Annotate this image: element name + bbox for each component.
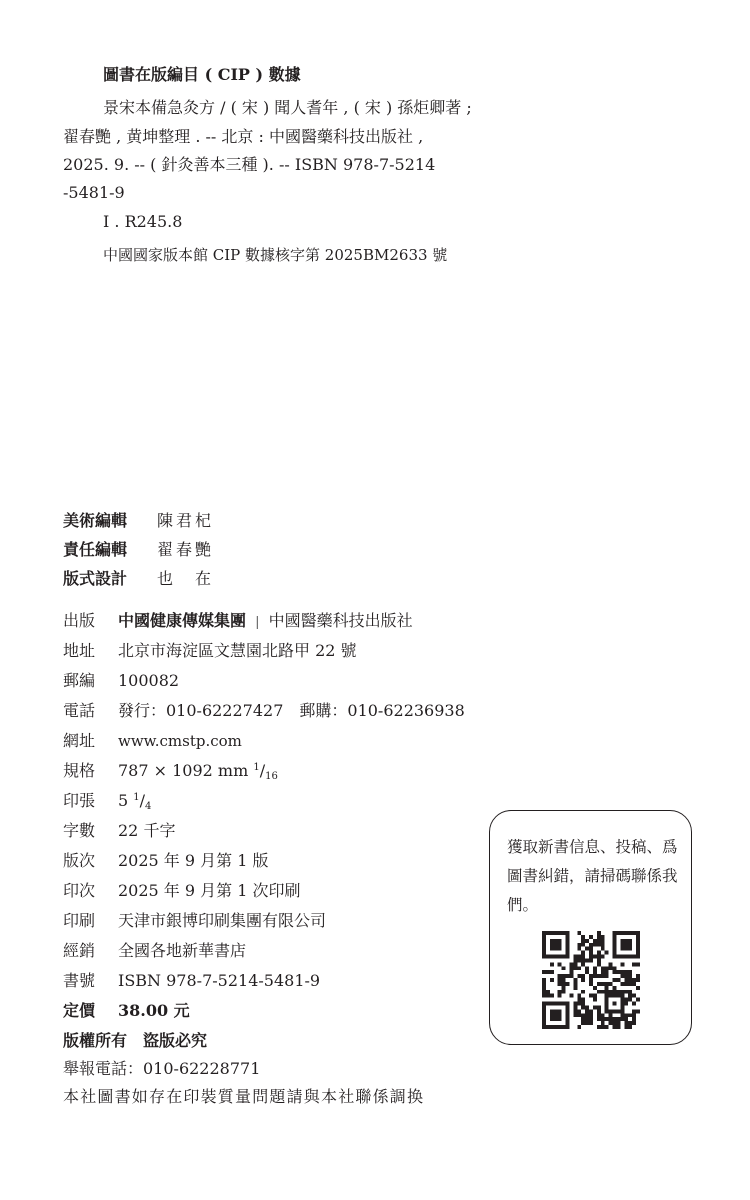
cip-line-3: 2025. 9. -- ( 針灸善本三種 ). -- ISBN 978-7-5214 — [63, 155, 436, 174]
address-label: 地址 — [63, 641, 96, 660]
qr-contact-box — [489, 810, 692, 1045]
publisher-group: 中國健康傳媒集團 — [118, 611, 247, 630]
staff-responsible-editor-name: 翟春艷 — [157, 540, 215, 559]
staff-art-editor-name: 陳君杞 — [157, 511, 215, 530]
sheets-fraction-denominator: 4 — [145, 801, 152, 812]
edition-label: 版次 — [63, 851, 96, 870]
format-fraction-numerator: 1 — [253, 762, 260, 773]
postcode-value: 100082 — [118, 671, 180, 690]
phone-value: 發行：010-62227427 郵購：010-62236938 — [118, 701, 465, 720]
staff-responsible-editor-label: 責任編輯 — [63, 540, 128, 559]
cip-line-4: -5481-9 — [63, 183, 125, 202]
cip-line-1: 景宋本備急灸方 / ( 宋 ) 聞人耆年 , ( 宋 ) 孫炬卿著 ; — [103, 98, 472, 117]
edition-value: 2025 年 9 月第 1 版 — [118, 851, 269, 870]
publisher-label: 出版 — [63, 611, 96, 630]
address-value: 北京市海淀區文慧園北路甲 22 號 — [118, 641, 357, 660]
isbn-value: ISBN 978-7-5214-5481-9 — [118, 971, 321, 990]
sheets-fraction-slash: / — [139, 791, 146, 810]
sheets-whole: 5 — [118, 791, 134, 810]
report-phone: 舉報電話：010-62228771 — [63, 1059, 261, 1078]
format-value — [118, 763, 278, 782]
format-fraction-slash: / — [259, 761, 266, 780]
website-link[interactable]: www.cmstp.com — [118, 732, 242, 750]
phone-label: 電話 — [63, 701, 96, 720]
publisher-separator: | — [255, 615, 260, 630]
qr-code-icon[interactable] — [542, 931, 640, 1029]
sheets-value — [118, 793, 151, 812]
printing-label: 印次 — [63, 881, 96, 900]
publisher-name: 中國醫藥科技出版社 — [268, 611, 413, 630]
postcode-label: 郵編 — [63, 671, 96, 690]
printer-value: 天津市銀博印刷集團有限公司 — [118, 911, 327, 930]
staff-layout-designer-label: 版式設計 — [63, 569, 128, 588]
publisher-value — [118, 613, 413, 629]
staff-layout-designer-name: 也 在 — [157, 569, 215, 588]
isbn-label: 書號 — [63, 971, 96, 990]
distributor-label: 經銷 — [63, 941, 96, 960]
format-size: 787 × 1092 mm — [118, 761, 254, 780]
cip-classification: Ⅰ . R245.8 — [103, 212, 183, 231]
sheets-label: 印張 — [63, 791, 96, 810]
format-label: 規格 — [63, 761, 96, 780]
staff-art-editor-label: 美術編輯 — [63, 511, 128, 530]
format-fraction-denominator: 16 — [265, 771, 278, 782]
cip-line-2: 翟春艷 , 黄坤整理 . -- 北京 : 中國醫藥科技出版社 , — [63, 127, 424, 146]
printer-label: 印刷 — [63, 911, 96, 930]
cip-record-number: 中國國家版本館 CIP 數據核字第 2025BM2633 號 — [103, 246, 448, 264]
wordcount-value: 22 千字 — [118, 821, 176, 840]
sheets-fraction-numerator: 1 — [133, 792, 140, 803]
price-value: 38.00 元 — [118, 1001, 190, 1020]
qr-description: 獲取新書信息、投稿、爲圖書糾錯，請掃碼聯係我們。 — [507, 838, 678, 914]
printing-value: 2025 年 9 月第 1 次印刷 — [118, 881, 301, 900]
website-label: 網址 — [63, 731, 96, 750]
quality-notice: 本社圖書如存在印裝質量問題請與本社聯係調换 — [63, 1087, 425, 1106]
price-label: 定價 — [63, 1001, 96, 1020]
cip-title: 圖書在版編目 ( CIP ) 數據 — [103, 65, 301, 84]
copyright-notice: 版權所有 盜版必究 — [63, 1031, 208, 1050]
wordcount-label: 字數 — [63, 821, 96, 840]
distributor-value: 全國各地新華書店 — [118, 941, 247, 960]
